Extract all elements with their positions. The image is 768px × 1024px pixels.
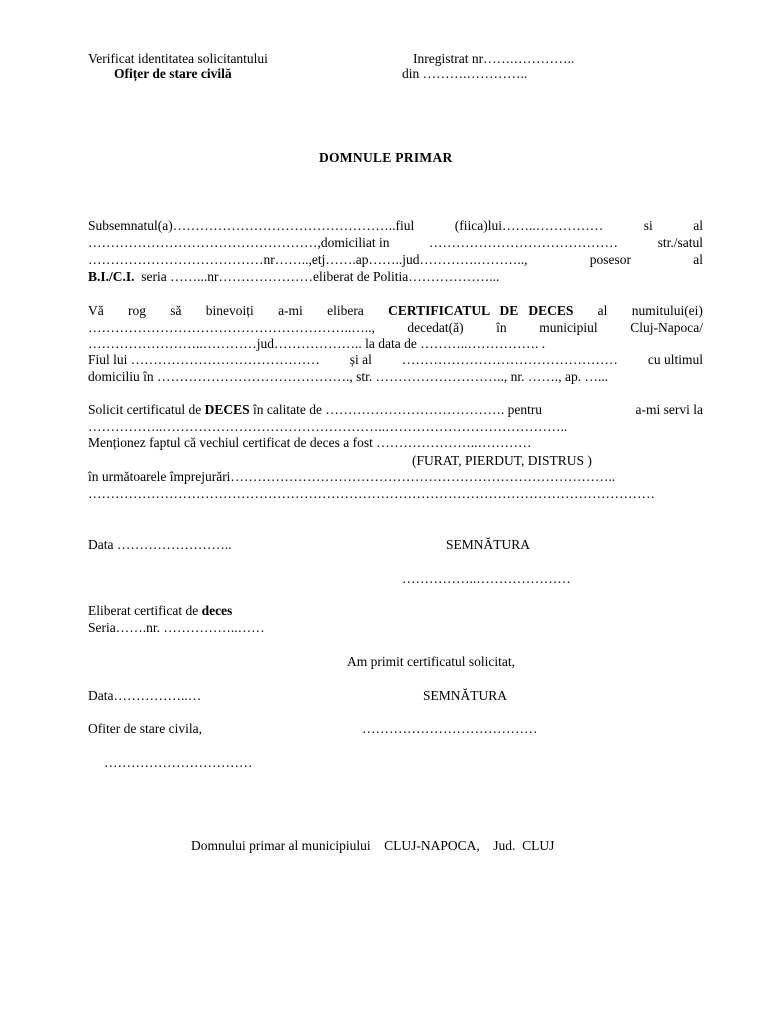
text-fragment: al — [597, 303, 608, 318]
text-fragment: rog — [128, 303, 147, 318]
request-line — [88, 303, 703, 319]
issued-certificate-label — [88, 603, 232, 619]
capacity-field[interactable]: în calitate de …………………………………. pentru — [252, 402, 543, 417]
applicant-name-line[interactable] — [88, 218, 703, 234]
last-domicile-line[interactable]: domiciliu în ……………………………………., str. ……………………….., nr. ……., ap. …... — [88, 369, 609, 384]
registered-date-field[interactable]: din ……….………….. — [402, 66, 528, 81]
deceased-line[interactable] — [88, 320, 703, 336]
father-name-field[interactable]: Fiul lui …………………………………… — [88, 352, 320, 367]
text-fragment: si — [643, 218, 653, 233]
deces-bold-label: deces — [201, 603, 233, 618]
locality-field[interactable]: …………………………………… — [429, 235, 619, 250]
text-fragment: al — [693, 218, 703, 233]
id-card-label: B.I./C.I. — [88, 269, 135, 284]
text-fragment: a-mi — [278, 303, 303, 318]
text-fragment: Eliberat certificat de — [88, 603, 199, 618]
certificate-type-label: CERTIFICATUL DE DECES — [388, 303, 574, 318]
purpose-start — [88, 402, 542, 418]
signature-label: SEMNĂTURA — [446, 537, 531, 552]
date-field[interactable]: Data …………………….. — [88, 537, 232, 552]
circumstances-line[interactable]: în următoarele împrejurări………………………………………………………………………….. — [88, 469, 616, 484]
parent-name-field[interactable]: (fiica)lui……..…………… — [454, 218, 604, 233]
applicant-name-field[interactable]: Subsemnatul(a)…………………………………………..fiul — [88, 218, 415, 233]
text-fragment: Vă — [88, 303, 104, 318]
mother-name-field[interactable]: ………………………………………… — [401, 352, 618, 367]
text-fragment: și al — [349, 352, 372, 367]
addressee-footer: Domnului primar al municipiului CLUJ-NAPOCA, Jud. CLUJ — [191, 838, 555, 853]
purpose-line[interactable] — [88, 402, 703, 418]
address-field[interactable]: …………………………………nr……..,etj…….ap……..jud………….……….., — [88, 252, 528, 267]
receipt-date-field[interactable]: Data……………..… — [88, 688, 202, 703]
text-fragment: municipiul — [539, 320, 598, 335]
text-fragment: a-mi servi la — [635, 402, 703, 417]
address-line[interactable] — [88, 252, 703, 268]
issued-series-field[interactable]: Seria…….nr. ……………..…… — [88, 620, 265, 635]
id-card-field[interactable]: seria ……...nr…………………eliberat de Politia………………... — [134, 269, 500, 284]
officer-signature-field[interactable]: ………………………………… — [362, 721, 538, 736]
officer-name-field[interactable]: …………………………… — [104, 755, 253, 770]
deces-bold-label: DECES — [204, 402, 250, 417]
purpose-field[interactable]: ……………..…………………………………………..………………………………….. — [88, 419, 568, 434]
deceased-parents-line[interactable] — [88, 352, 703, 368]
received-statement: Am primit certificatul solicitat, — [347, 654, 515, 669]
text-fragment: Solicit certificatul de — [88, 402, 202, 417]
text-fragment: cu ultimul — [647, 352, 703, 367]
text-fragment: elibera — [327, 303, 364, 318]
circumstances-continuation[interactable]: ……………………………………………………………………………………………………………… — [88, 486, 655, 501]
text-fragment: să — [170, 303, 182, 318]
old-certificate-options: (FURAT, PIERDUT, DISTRUS ) — [412, 453, 592, 468]
deceased-name-field[interactable]: …………………………………………………..….., — [88, 320, 375, 335]
receipt-signature-label: SEMNĂTURA — [423, 688, 508, 703]
text-fragment: decedat(ă) — [407, 320, 464, 335]
registered-number-field[interactable]: Inregistrat nr…….………….. — [413, 51, 575, 66]
text-fragment: Cluj-Napoca/ — [630, 320, 703, 335]
text-fragment: str./satul — [657, 235, 703, 250]
signature-field[interactable]: ……………..………………… — [402, 571, 571, 586]
id-card-line[interactable] — [88, 269, 703, 285]
domicile-line[interactable] — [88, 235, 703, 251]
civil-officer-label-2: Ofiter de stare civila, — [88, 721, 202, 736]
domicile-field[interactable]: ……………………………………………,domiciliat in — [88, 235, 390, 250]
document-title: DOMNULE PRIMAR — [319, 150, 453, 165]
text-fragment: al — [693, 252, 703, 267]
text-fragment: în — [496, 320, 507, 335]
text-fragment: numitului(ei) — [631, 303, 703, 318]
verified-identity-label: Verificat identitatea solicitantului — [88, 51, 268, 66]
death-date-line[interactable]: ……………………..…………jud……………….. la data de ………..……………. . — [88, 336, 546, 351]
text-fragment: posesor — [589, 252, 631, 267]
old-certificate-line[interactable]: Menționez faptul că vechiul certificat de deces a fost …………………..………… — [88, 435, 532, 450]
text-fragment: binevoiți — [205, 303, 254, 318]
civil-officer-label: Ofițer de stare civilă — [114, 66, 232, 81]
